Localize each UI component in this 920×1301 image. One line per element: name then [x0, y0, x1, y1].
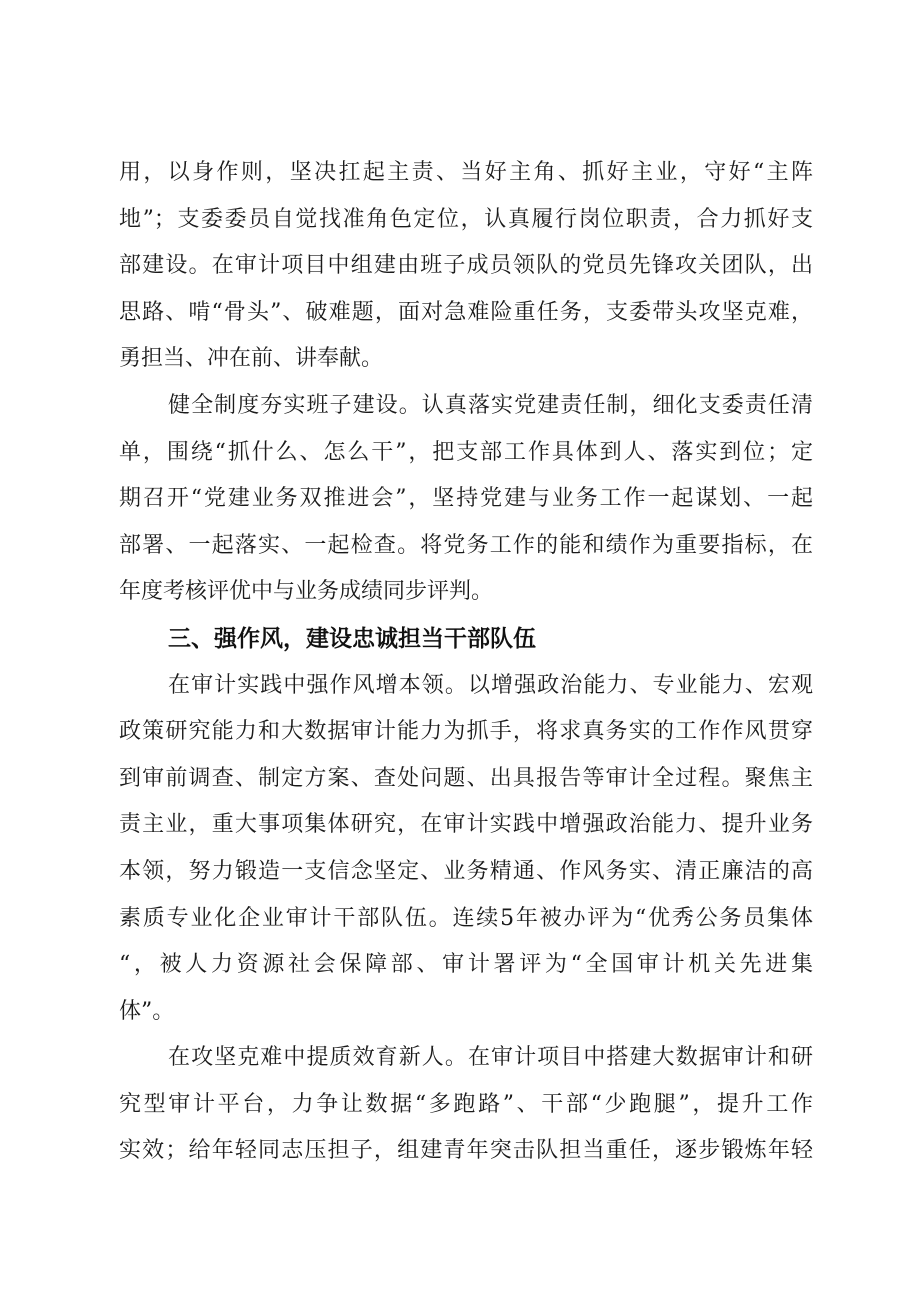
- text-line: 部署、一起落实、一起检查。将党务工作的能和绩作为重要指标，在: [119, 532, 813, 558]
- text-line: 责主业，重大事项集体研究，在审计实践中增强政治能力、提升业务: [119, 812, 813, 838]
- paragraph-talent-development: [119, 1035, 813, 1175]
- text-line: 本领，努力锻造一支信念坚定、业务精通、作风务实、清正廉洁的高: [119, 858, 813, 884]
- text-line: 思路、啃“骨头”、破难题，面对急难险重任务，支委带头攻坚克难，: [119, 299, 813, 325]
- text-line: 用，以身作则，坚决扛起主责、当好主角、抓好主业，守好“主阵: [119, 160, 813, 185]
- text-line: 期召开“党建业务双推进会”，坚持党建与业务工作一起谋划、一起: [119, 486, 813, 512]
- text-line: 在攻坚克难中提质效育新人。在审计项目中搭建大数据审计和研: [168, 1045, 813, 1071]
- text-line: 部建设。在审计项目中组建由班子成员领队的党员先锋攻关团队，出: [119, 253, 813, 279]
- text-line: 实效；给年轻同志压担子，组建青年突击队担当重任，逐步锻炼年轻: [119, 1138, 813, 1164]
- document-body: [119, 150, 813, 1175]
- section-heading: 三、强作风，建设忠诚担当干部队伍: [168, 625, 536, 652]
- text-line: “，被人力资源社会保障部、审计署评为“全国审计机关先进集: [119, 952, 813, 978]
- text-line: 健全制度夯实班子建设。认真落实党建责任制，细化支委责任清: [168, 392, 813, 418]
- text-line: 年度考核评优中与业务成绩同步评判。: [119, 579, 494, 605]
- paragraph-work-style: [119, 663, 813, 1036]
- text-line: 到审前调查、制定方案、查处问题、出具报告等审计全过程。聚焦主: [119, 765, 813, 791]
- paragraph-leadership-role: [119, 150, 813, 383]
- text-line: 在审计实践中强作风增本领。以增强政治能力、专业能力、宏观: [168, 672, 813, 698]
- text-line: 政策研究能力和大数据审计能力为抓手，将求真务实的工作作风贯穿: [119, 719, 813, 745]
- text-line: 地”；支委委员自觉找准角色定位，认真履行岗位职责，合力抓好支: [119, 206, 813, 232]
- paragraph-system-building: [119, 383, 813, 616]
- text-line: 究型审计平台，力争让数据“多跑路”、干部“少跑腿”，提升工作: [119, 1091, 813, 1117]
- text-line: 体”。: [119, 998, 175, 1024]
- text-line: 勇担当、冲在前、讲奉献。: [119, 346, 384, 372]
- text-line: 素质专业化企业审计干部队伍。连续5年被办评为“优秀公务员集体: [119, 905, 813, 931]
- text-line: 单，围绕“抓什么、怎么干”，把支部工作具体到人、落实到位；定: [119, 439, 813, 465]
